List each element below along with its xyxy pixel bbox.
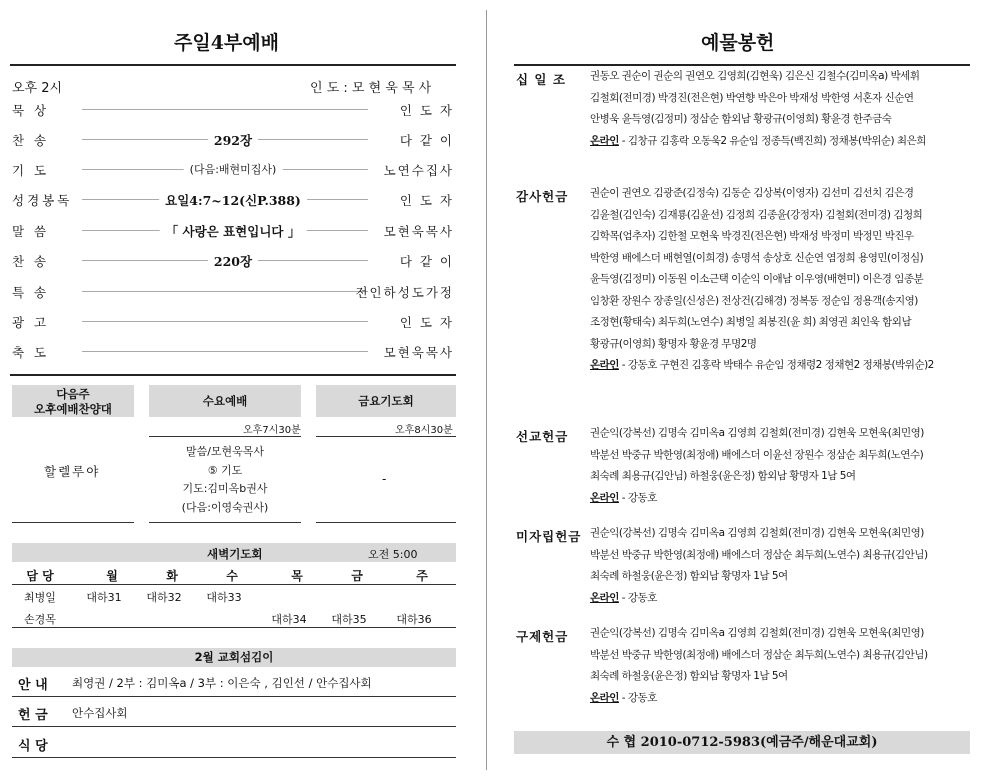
order-label: 성경봉독 — [12, 193, 73, 208]
account-bar — [514, 731, 970, 754]
account-text: 수 협 2010-0712-5983(예금주/해운대교회) — [606, 735, 878, 750]
wed-bottom-line — [149, 522, 301, 523]
order-leader: 모현욱목사 — [383, 224, 454, 239]
fri-bottom-line — [316, 522, 456, 523]
order-label: 축 도 — [12, 345, 50, 360]
offering-name-line: 최숙례 하철웅(윤은정) 함외남 황명자 1남 5여 — [590, 570, 788, 582]
dawn-day: 주 — [416, 569, 428, 583]
center-divider — [486, 10, 487, 770]
month-label: 안 내 — [18, 678, 48, 693]
dawn-bottom-line — [12, 627, 456, 628]
service-time: 오후 2시 — [12, 81, 63, 96]
online-sep: - — [618, 491, 628, 504]
wed-line: 기도:김미옥b권사 — [182, 482, 268, 495]
order-row — [12, 250, 454, 270]
online-line — [590, 355, 970, 377]
order-row — [12, 129, 454, 149]
dawn-cell: 대하32 — [146, 591, 182, 604]
order-row — [12, 311, 454, 331]
offering-name-line: 김윤철(김인숙) 김재룡(김윤선) 김정희 김종윤(강정자) 김철회(전미경) 김청희 — [590, 208, 923, 221]
order-row — [12, 281, 454, 301]
order-label: 특 송 — [12, 285, 50, 300]
offering-name-line: 최숙례 하철웅(윤은정) 함외남 황명자 1남 5여 — [590, 670, 788, 682]
order-detail: 요일4:7~12(신P.388) — [159, 191, 307, 209]
offering-label: 감사헌금 — [516, 189, 569, 204]
wed-header: 수요예배 — [149, 385, 301, 417]
offering-name-line: 윤득영(김정미) 이동원 이소근택 이순익 이애남 이우영(배현미) 이은경 임종분 — [590, 273, 924, 285]
dawn-cell: 대하35 — [331, 613, 367, 626]
dawn-name: 최병일 — [24, 591, 56, 604]
month-value: 안수집사회 — [72, 706, 128, 720]
month-line — [12, 757, 456, 758]
dawn-day: 금 — [351, 569, 363, 583]
order-leader: 다 같 이 — [399, 133, 454, 148]
order-row — [12, 99, 454, 119]
order-leader-line — [82, 291, 368, 292]
online-names: 김창규 김홍락 오동욱2 유순임 정종득(백진희) 정채봉(박위순) 최은희 — [627, 134, 926, 147]
online-label: 온라인 — [590, 134, 619, 147]
left-title: 주일4부예배 — [174, 32, 279, 54]
service-leader: 인 도 : 모 현 욱 목 사 — [310, 81, 432, 96]
order-row — [12, 220, 454, 240]
month-label: 식 당 — [18, 739, 48, 754]
offering-name-line: 황광규(이영희) 황명자 황윤경 무명2명 — [590, 337, 757, 350]
offering-names — [590, 423, 970, 509]
offering-name-line: 최숙례 최용규(김안님) 하철웅(윤은정) 함외남 황명자 1남 5여 — [590, 470, 856, 482]
order-label: 묵 상 — [12, 103, 50, 118]
order-label: 찬 송 — [12, 254, 50, 269]
offering-label: 구제헌금 — [516, 629, 569, 644]
online-names: 강동호 — [627, 591, 657, 604]
offering-name-line: 박한영 배에스더 배현열(이희경) 송명석 송상호 신순연 염정희 용영민(이정심) — [590, 251, 924, 264]
offering-label: 선교헌금 — [516, 429, 569, 444]
fri-header: 금요기도회 — [316, 385, 456, 417]
offering-names — [590, 66, 970, 152]
order-leader: 인 도 자 — [399, 193, 454, 208]
order-leader: 인 도 자 — [399, 315, 454, 330]
online-sep: - — [618, 134, 628, 147]
online-line — [590, 131, 970, 153]
online-names: 강동호 구현진 김홍락 박태수 유순임 정채령2 정채현2 정채봉(박위순)2 — [627, 359, 934, 371]
order-leader-line — [82, 351, 368, 352]
offering-name-line: 권순이 권연오 김광준(김정숙) 김동순 김상복(이영자) 김선미 김선치 김은경 — [590, 187, 914, 199]
month-label: 헌 금 — [18, 708, 48, 723]
left-mid-rule — [10, 374, 456, 376]
offering-names — [590, 523, 970, 609]
month-value: 최영권 / 2부 : 김미옥a / 3부 : 이은숙 , 김인선 / 안수집사회 — [72, 676, 372, 690]
right-title: 예물봉헌 — [701, 32, 775, 54]
dawn-name: 손경목 — [24, 613, 56, 626]
offering-name-line: 권순익(강복선) 김명숙 김미옥a 김영희 김철회(전미경) 김현욱 모현욱(최민영) — [590, 627, 924, 639]
offering-label: 십 일 조 — [516, 72, 566, 87]
order-row — [12, 159, 454, 179]
dawn-cell: 대하34 — [271, 613, 307, 626]
offering-name-line: 조정현(황태숙) 최두희(노연수) 최병일 최봉진(윤 희) 최영권 최인욱 함외남 — [590, 316, 912, 328]
order-leader: 다 같 이 — [399, 254, 454, 269]
month-line — [12, 726, 456, 727]
wed-lines — [149, 443, 301, 517]
choir-value: 할렐루야 — [44, 464, 101, 479]
order-label: 말 씀 — [12, 224, 50, 239]
order-leader: 모현욱목사 — [383, 345, 454, 360]
wed-time: 오후7시30분 — [243, 425, 301, 436]
offering-name-line: 임창환 장원수 장종일(신성은) 전상건(김해경) 정복동 정순임 정용객(송지영) — [590, 294, 918, 307]
wed-line: 말씀/모현욱목사 — [185, 445, 265, 458]
wed-line: ⑤ 기도 — [207, 463, 243, 477]
order-leader: 인 도 자 — [399, 103, 454, 118]
order-leader-line — [82, 321, 368, 322]
dawn-cell: 대하31 — [86, 591, 122, 604]
online-line — [590, 488, 970, 510]
offering-name-line: 김철회(전미경) 박경진(전은현) 박연향 박은아 박재성 박한영 서혼자 신순연 — [590, 91, 914, 104]
choir-header-line2: 오후예배찬양대 — [34, 402, 112, 416]
offering-names — [590, 183, 970, 377]
order-label: 광 고 — [12, 315, 50, 330]
choir-header-line1: 다음주 — [56, 387, 90, 401]
dawn-day: 담 당 — [26, 569, 54, 583]
dawn-header: 새벽기도회 — [207, 547, 263, 561]
choir-bottom-line — [12, 522, 134, 523]
order-detail: (다음:배현미집사) — [184, 161, 283, 177]
fri-value: - — [382, 472, 387, 486]
online-label: 온라인 — [590, 359, 619, 371]
dawn-cell: 대하33 — [206, 591, 242, 604]
online-line — [590, 688, 970, 710]
left-title-rule — [10, 64, 456, 66]
dawn-cell: 대하36 — [396, 613, 432, 626]
online-line — [590, 588, 970, 610]
offering-name-line: 박분선 박중규 박한영(최정애) 배에스더 이윤선 장원수 정삼순 최두희(노연수) — [590, 448, 924, 461]
dawn-days-line — [12, 584, 456, 585]
offering-name-line: 김학목(엄추자) 김한철 모현욱 박경진(전은현) 박재성 박정미 박정민 박진우 — [590, 230, 914, 242]
month-header: 2월 교회섬김이 — [194, 650, 274, 664]
online-names: 강동호 — [627, 691, 657, 704]
online-sep: - — [618, 359, 628, 371]
online-label: 온라인 — [590, 591, 619, 604]
offering-name-line: 박분선 박중규 박한영(최정애) 배에스더 정삼순 최두희(노연수) 최용규(김안님) — [590, 548, 928, 561]
order-detail: 220장 — [208, 252, 258, 270]
offering-name-line: 권순익(강복선) 김명숙 김미옥a 김영희 김철회(전미경) 김현욱 모현욱(최민영) — [590, 427, 924, 439]
dawn-day: 수 — [226, 569, 238, 583]
order-row — [12, 189, 454, 209]
online-sep: - — [618, 691, 628, 704]
offering-label: 미자립헌금 — [516, 529, 582, 544]
order-label: 기 도 — [12, 163, 50, 178]
wed-time-line — [149, 436, 301, 437]
choir-header — [12, 385, 134, 417]
order-leader: 전인하성도가정 — [355, 285, 454, 300]
offering-name-line: 안병욱 윤득영(김정미) 정삼순 함외남 황광규(이영희) 황윤경 한주금숙 — [590, 113, 892, 125]
dawn-day: 화 — [166, 569, 178, 583]
order-leader-line — [82, 109, 368, 110]
wed-line: (다음:이영숙권사) — [181, 500, 269, 514]
dawn-time: 오전 5:00 — [368, 548, 418, 561]
order-label: 찬 송 — [12, 133, 50, 148]
order-detail: 292장 — [208, 131, 258, 149]
online-label: 온라인 — [590, 491, 619, 504]
online-label: 온라인 — [590, 691, 619, 704]
online-names: 강동호 — [627, 491, 657, 504]
order-detail: 「 사랑은 표현입니다 」 — [160, 222, 307, 240]
fri-time-line — [316, 436, 456, 437]
order-leader: 노연수집사 — [383, 163, 454, 178]
offering-name-line: 권순익(강복선) 김명숙 김미옥a 김영희 김철회(전미경) 김현욱 모현욱(최민영) — [590, 527, 924, 539]
order-row — [12, 341, 454, 361]
offering-names — [590, 623, 970, 709]
online-sep: - — [618, 591, 628, 604]
dawn-day: 월 — [106, 569, 118, 583]
dawn-day: 목 — [291, 569, 303, 583]
offering-name-line: 박분선 박중규 박한영(최정애) 배에스더 정삼순 최두희(노연수) 최용규(김안님) — [590, 648, 928, 661]
month-header-bar — [12, 648, 456, 667]
offering-name-line: 권동오 권순이 권순의 권연오 김영희(김현욱) 김은신 김철수(김미옥a) 박세휘 — [590, 70, 920, 82]
month-line — [12, 696, 456, 697]
fri-time: 오후8시30분 — [395, 425, 453, 436]
